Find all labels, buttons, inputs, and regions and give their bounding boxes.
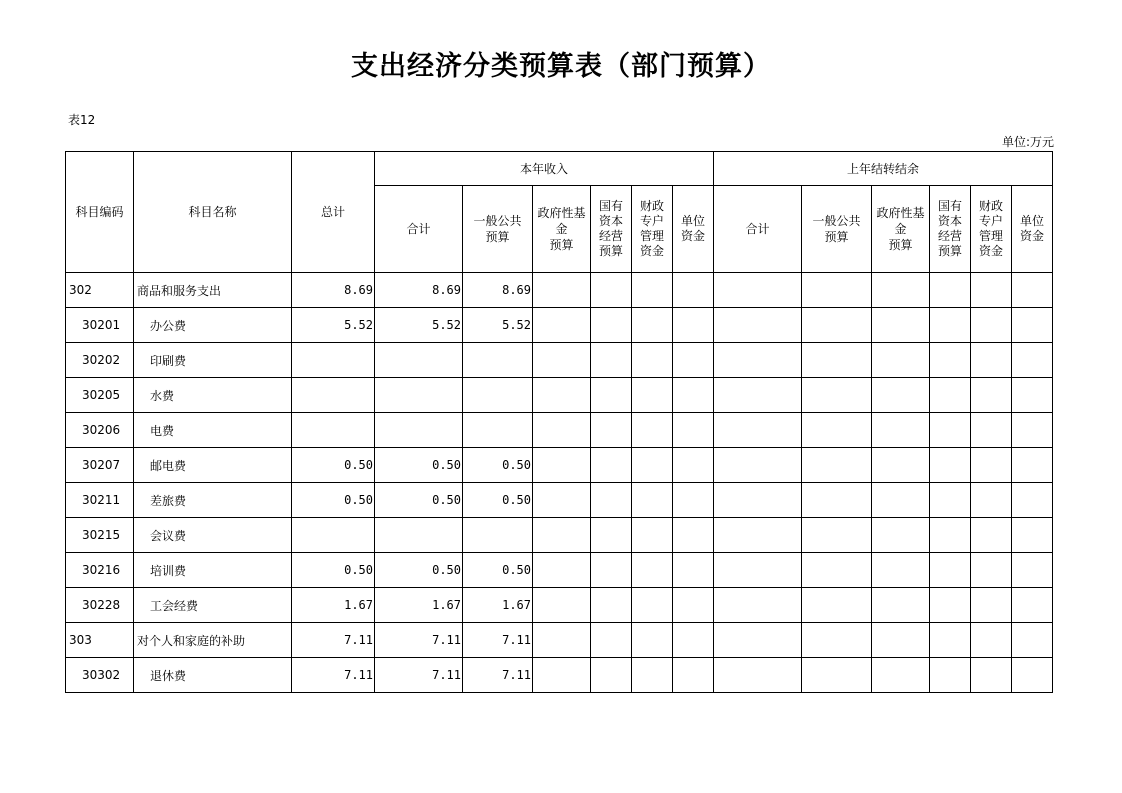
cell-empty xyxy=(533,273,591,308)
header-prior-general: 一般公共 预算 xyxy=(802,186,872,273)
table-row xyxy=(66,623,1053,658)
cell-name: 水费 xyxy=(134,378,292,413)
header-current-subtotal: 合计 xyxy=(375,186,463,273)
cell-total: 1.67 xyxy=(292,588,375,623)
cell-empty xyxy=(533,378,591,413)
cell-empty xyxy=(632,273,673,308)
cell-empty xyxy=(673,343,714,378)
cell-empty xyxy=(930,483,971,518)
cell-empty xyxy=(632,588,673,623)
header-prior-govfund: 政府性基金 预算 xyxy=(872,186,930,273)
cell-empty xyxy=(714,553,802,588)
cell-current-subtotal: 0.50 xyxy=(375,448,463,483)
cell-empty xyxy=(930,378,971,413)
cell-empty xyxy=(591,448,632,483)
cell-empty xyxy=(632,308,673,343)
cell-empty xyxy=(930,413,971,448)
cell-empty xyxy=(591,273,632,308)
cell-code: 30205 xyxy=(66,378,134,413)
table-row xyxy=(66,308,1053,343)
cell-total: 0.50 xyxy=(292,448,375,483)
cell-empty xyxy=(872,448,930,483)
cell-empty xyxy=(533,483,591,518)
table-row xyxy=(66,413,1053,448)
cell-total: 7.11 xyxy=(292,623,375,658)
cell-empty xyxy=(632,343,673,378)
cell-empty xyxy=(632,378,673,413)
cell-current-subtotal: 1.67 xyxy=(375,588,463,623)
cell-empty xyxy=(632,448,673,483)
table-body xyxy=(66,273,1053,693)
header-prior-subtotal: 合计 xyxy=(714,186,802,273)
cell-code: 30202 xyxy=(66,343,134,378)
cell-empty xyxy=(971,308,1012,343)
cell-empty xyxy=(714,658,802,693)
cell-empty xyxy=(971,658,1012,693)
cell-empty xyxy=(714,483,802,518)
header-prior-fiscalspecial: 财政 专户 管理 资金 xyxy=(971,186,1012,273)
table-number: 表12 xyxy=(68,113,96,127)
cell-empty xyxy=(930,448,971,483)
cell-current-subtotal xyxy=(375,343,463,378)
cell-empty xyxy=(1012,343,1053,378)
table-row xyxy=(66,553,1053,588)
cell-total xyxy=(292,413,375,448)
cell-empty xyxy=(714,413,802,448)
cell-current-general xyxy=(463,413,533,448)
cell-empty xyxy=(714,623,802,658)
header-prior-unitfunds: 单位 资金 xyxy=(1012,186,1053,273)
cell-current-subtotal: 5.52 xyxy=(375,308,463,343)
cell-empty xyxy=(714,378,802,413)
cell-code: 30215 xyxy=(66,518,134,553)
cell-code: 30211 xyxy=(66,483,134,518)
table-row xyxy=(66,658,1053,693)
cell-current-general: 7.11 xyxy=(463,623,533,658)
cell-empty xyxy=(802,623,872,658)
cell-empty xyxy=(591,518,632,553)
cell-empty xyxy=(802,518,872,553)
cell-current-general xyxy=(463,378,533,413)
cell-current-general: 7.11 xyxy=(463,658,533,693)
cell-empty xyxy=(1012,588,1053,623)
cell-empty xyxy=(673,658,714,693)
header-current-general: 一般公共 预算 xyxy=(463,186,533,273)
cell-empty xyxy=(930,658,971,693)
cell-empty xyxy=(930,308,971,343)
cell-empty xyxy=(802,588,872,623)
cell-empty xyxy=(971,378,1012,413)
cell-empty xyxy=(802,483,872,518)
cell-empty xyxy=(533,588,591,623)
cell-total: 8.69 xyxy=(292,273,375,308)
cell-code: 30216 xyxy=(66,553,134,588)
header-name: 科目名称 xyxy=(134,152,292,273)
cell-empty xyxy=(930,273,971,308)
cell-empty xyxy=(714,273,802,308)
cell-total xyxy=(292,343,375,378)
cell-empty xyxy=(533,343,591,378)
cell-empty xyxy=(714,588,802,623)
header-current-fiscalspecial: 财政 专户 管理 资金 xyxy=(632,186,673,273)
header-prior-statecapital: 国有 资本 经营 预算 xyxy=(930,186,971,273)
cell-total xyxy=(292,378,375,413)
cell-empty xyxy=(673,483,714,518)
cell-empty xyxy=(872,588,930,623)
table-row xyxy=(66,483,1053,518)
cell-code: 30201 xyxy=(66,308,134,343)
cell-empty xyxy=(533,518,591,553)
cell-current-subtotal: 7.11 xyxy=(375,623,463,658)
cell-current-subtotal xyxy=(375,518,463,553)
cell-total: 5.52 xyxy=(292,308,375,343)
cell-current-subtotal: 0.50 xyxy=(375,483,463,518)
cell-total: 7.11 xyxy=(292,658,375,693)
cell-empty xyxy=(872,343,930,378)
cell-empty xyxy=(971,588,1012,623)
cell-empty xyxy=(714,308,802,343)
cell-empty xyxy=(673,413,714,448)
cell-empty xyxy=(632,658,673,693)
cell-empty xyxy=(1012,273,1053,308)
cell-current-general: 0.50 xyxy=(463,448,533,483)
cell-code: 302 xyxy=(66,273,134,308)
cell-empty xyxy=(673,378,714,413)
cell-name: 退休费 xyxy=(134,658,292,693)
cell-empty xyxy=(591,623,632,658)
cell-empty xyxy=(930,623,971,658)
cell-empty xyxy=(533,308,591,343)
header-prior-carryover: 上年结转结余 xyxy=(714,152,1053,186)
cell-empty xyxy=(802,658,872,693)
cell-empty xyxy=(1012,658,1053,693)
cell-current-subtotal xyxy=(375,378,463,413)
cell-name: 工会经费 xyxy=(134,588,292,623)
cell-empty xyxy=(802,378,872,413)
cell-empty xyxy=(591,588,632,623)
cell-name: 会议费 xyxy=(134,518,292,553)
cell-total: 0.50 xyxy=(292,483,375,518)
cell-empty xyxy=(714,448,802,483)
cell-empty xyxy=(971,483,1012,518)
cell-empty xyxy=(971,413,1012,448)
cell-code: 30228 xyxy=(66,588,134,623)
cell-empty xyxy=(971,623,1012,658)
table-row xyxy=(66,448,1053,483)
cell-name: 邮电费 xyxy=(134,448,292,483)
cell-code: 30206 xyxy=(66,413,134,448)
cell-empty xyxy=(802,273,872,308)
cell-empty xyxy=(533,623,591,658)
budget-table xyxy=(65,151,1053,693)
cell-empty xyxy=(1012,378,1053,413)
cell-empty xyxy=(872,553,930,588)
cell-empty xyxy=(533,658,591,693)
cell-total xyxy=(292,518,375,553)
cell-empty xyxy=(1012,553,1053,588)
table-row xyxy=(66,273,1053,308)
cell-current-general: 0.50 xyxy=(463,483,533,518)
header-current-govfund: 政府性基金 预算 xyxy=(533,186,591,273)
cell-empty xyxy=(872,518,930,553)
cell-empty xyxy=(971,273,1012,308)
cell-empty xyxy=(591,483,632,518)
cell-empty xyxy=(971,553,1012,588)
cell-empty xyxy=(872,413,930,448)
cell-empty xyxy=(802,448,872,483)
cell-empty xyxy=(930,518,971,553)
page-title: 支出经济分类预算表（部门预算） xyxy=(351,51,771,82)
cell-current-subtotal: 8.69 xyxy=(375,273,463,308)
cell-empty xyxy=(930,588,971,623)
table-row xyxy=(66,518,1053,553)
cell-current-general: 0.50 xyxy=(463,553,533,588)
cell-name: 差旅费 xyxy=(134,483,292,518)
cell-empty xyxy=(591,658,632,693)
cell-total: 0.50 xyxy=(292,553,375,588)
cell-empty xyxy=(1012,518,1053,553)
cell-name: 商品和服务支出 xyxy=(134,273,292,308)
cell-name: 办公费 xyxy=(134,308,292,343)
cell-code: 303 xyxy=(66,623,134,658)
cell-empty xyxy=(673,273,714,308)
cell-empty xyxy=(533,413,591,448)
header-current-statecapital: 国有 资本 经营 预算 xyxy=(591,186,632,273)
table-row xyxy=(66,378,1053,413)
cell-empty xyxy=(714,343,802,378)
cell-current-general xyxy=(463,343,533,378)
cell-empty xyxy=(714,518,802,553)
cell-empty xyxy=(591,413,632,448)
cell-current-subtotal: 7.11 xyxy=(375,658,463,693)
cell-empty xyxy=(802,553,872,588)
header-current-unitfunds: 单位 资金 xyxy=(673,186,714,273)
cell-current-subtotal xyxy=(375,413,463,448)
cell-empty xyxy=(673,308,714,343)
cell-code: 30302 xyxy=(66,658,134,693)
table-row xyxy=(66,588,1053,623)
cell-empty xyxy=(673,448,714,483)
cell-current-general xyxy=(463,518,533,553)
cell-empty xyxy=(802,308,872,343)
cell-code: 30207 xyxy=(66,448,134,483)
cell-empty xyxy=(1012,483,1053,518)
cell-empty xyxy=(632,623,673,658)
cell-empty xyxy=(872,658,930,693)
cell-empty xyxy=(872,308,930,343)
cell-empty xyxy=(632,518,673,553)
cell-current-general: 8.69 xyxy=(463,273,533,308)
cell-empty xyxy=(673,588,714,623)
cell-current-general: 1.67 xyxy=(463,588,533,623)
cell-empty xyxy=(673,553,714,588)
cell-empty xyxy=(591,553,632,588)
cell-empty xyxy=(971,518,1012,553)
cell-current-subtotal: 0.50 xyxy=(375,553,463,588)
cell-empty xyxy=(1012,623,1053,658)
cell-empty xyxy=(533,553,591,588)
cell-empty xyxy=(673,518,714,553)
header-current-income: 本年收入 xyxy=(375,152,714,186)
table-row xyxy=(66,343,1053,378)
cell-empty xyxy=(872,273,930,308)
cell-empty xyxy=(930,553,971,588)
cell-empty xyxy=(872,483,930,518)
cell-name: 电费 xyxy=(134,413,292,448)
cell-current-general: 5.52 xyxy=(463,308,533,343)
header-total: 总计 xyxy=(292,152,375,273)
cell-name: 培训费 xyxy=(134,553,292,588)
cell-empty xyxy=(533,448,591,483)
cell-empty xyxy=(971,343,1012,378)
cell-empty xyxy=(971,448,1012,483)
cell-name: 印刷费 xyxy=(134,343,292,378)
cell-empty xyxy=(632,413,673,448)
cell-empty xyxy=(930,343,971,378)
cell-name: 对个人和家庭的补助 xyxy=(134,623,292,658)
cell-empty xyxy=(591,343,632,378)
cell-empty xyxy=(591,308,632,343)
cell-empty xyxy=(673,623,714,658)
cell-empty xyxy=(802,343,872,378)
cell-empty xyxy=(872,378,930,413)
cell-empty xyxy=(1012,448,1053,483)
cell-empty xyxy=(1012,413,1053,448)
unit-label: 单位:万元 xyxy=(1001,135,1054,149)
cell-empty xyxy=(1012,308,1053,343)
cell-empty xyxy=(632,483,673,518)
header-code: 科目编码 xyxy=(66,152,134,273)
cell-empty xyxy=(632,553,673,588)
cell-empty xyxy=(872,623,930,658)
cell-empty xyxy=(802,413,872,448)
cell-empty xyxy=(591,378,632,413)
